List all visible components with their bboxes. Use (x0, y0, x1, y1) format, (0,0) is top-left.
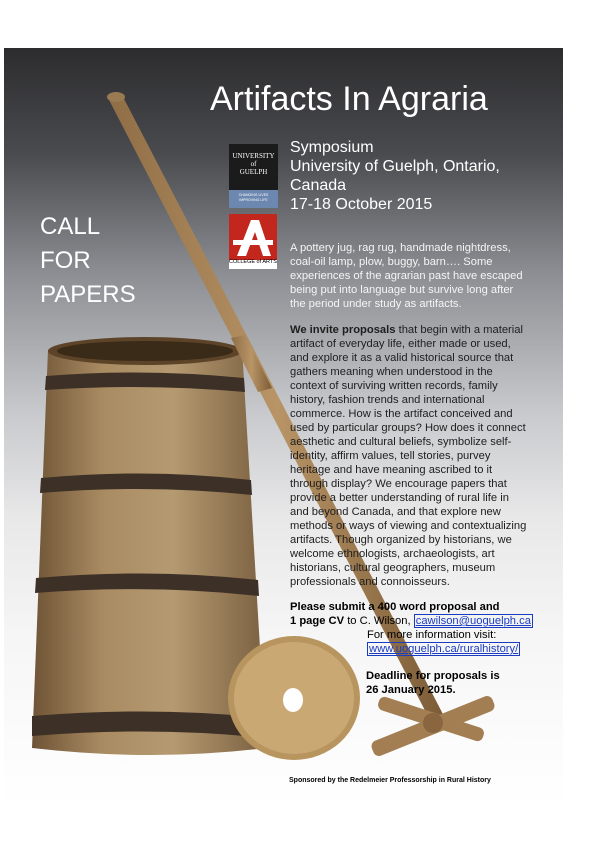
intro-line: the period under study as artifacts. (290, 298, 462, 310)
intro-paragraph (290, 241, 523, 311)
cfp-line: FOR (40, 247, 91, 274)
invite-line: methods or ways of viewing and contextualizing (290, 520, 527, 532)
invite-line: artifact of everyday life, either made or used, (290, 338, 511, 350)
website-link[interactable]: www.uoguelph.ca/ruralhistory/ (369, 643, 519, 655)
college-of-arts-emblem (229, 214, 277, 260)
invite-line: gathers meaning when understood in the (290, 366, 493, 378)
sponsor-credit: Sponsored by the Redelmeier Professorship in Rural History (289, 777, 491, 784)
submit-cv: 1 page CV (290, 615, 345, 627)
intro-line: being put into language but survive long after (290, 284, 514, 296)
invite-paragraph (290, 323, 526, 589)
invite-line: artifacts. Though organized by historians, we (290, 534, 512, 546)
invite-lead: We invite proposals (290, 324, 396, 336)
invite-line: used by particular groups? How does it connect (290, 422, 526, 434)
invite-line: and beyond Canada, and that explore new (290, 506, 501, 518)
submit-line: Please submit a 400 word proposal and (290, 601, 500, 613)
guelph-tagline-line: CHANGING LIVES (238, 193, 269, 197)
university-of-guelph-logo (229, 144, 278, 208)
website-line (290, 642, 533, 656)
invite-line: context of surviving written records, family (290, 380, 498, 392)
cfp-line: PAPERS (40, 281, 136, 308)
intro-line: experiences of the agrarian past have escaped (290, 270, 523, 282)
cfp-line: CALL (40, 213, 101, 240)
invite-line: professionals and connoisseurs. (290, 576, 450, 588)
symposium-venue: University of Guelph, Ontario, (290, 158, 500, 175)
submit-line (290, 614, 533, 628)
symposium-label: Symposium (290, 139, 374, 156)
invite-line: historians, cultural geographers, museum (290, 562, 496, 574)
guelph-line: of (250, 160, 257, 168)
submission-info (290, 600, 533, 656)
college-of-arts-logo (229, 214, 277, 269)
invite-line: history, fashion trends and international (290, 394, 485, 406)
invite-line: aesthetic and cultural beliefs, symbolize self- (290, 436, 512, 448)
poster-title: Artifacts In Agraria (210, 80, 488, 118)
invite-line: identity, affirm values, tell stories, purvey (290, 450, 491, 462)
guelph-wordmark (229, 152, 278, 176)
symposium-dates: 17-18 October 2015 (290, 196, 433, 213)
guelph-tagline (229, 190, 278, 208)
deadline-line: Deadline for proposals is (366, 670, 500, 682)
call-for-papers-heading (40, 210, 136, 312)
invite-line (290, 323, 526, 337)
invite-first-rest: that begin with a material (395, 324, 523, 336)
deadline-date: 26 January 2015. (366, 684, 456, 696)
intro-line: A pottery jug, rag rug, handmade nightdress, (290, 242, 511, 254)
submit-recipient: to C. Wilson, (344, 615, 414, 627)
college-of-arts-caption: COLLEGE of ARTS (229, 259, 277, 265)
email-link[interactable]: cawilson@uoguelph.ca (415, 615, 531, 627)
poster (4, 48, 563, 806)
deadline-notice (366, 669, 500, 697)
invite-line: heritage and have meaning ascribed to it (290, 464, 493, 476)
symposium-venue: Canada (290, 177, 347, 194)
invite-line: commerce. How is the artifact conceived and (290, 408, 513, 420)
symposium-info (290, 138, 500, 214)
guelph-line: UNIVERSITY (232, 152, 275, 160)
invite-line: and explore it as a valid historical source that (290, 352, 514, 364)
more-info-label: For more information visit: (367, 629, 497, 641)
intro-line: coal-oil lamp, plow, buggy, barn…. Some (290, 256, 493, 268)
guelph-tagline-line: IMPROVING LIFE (239, 198, 268, 202)
guelph-line: GUELPH (239, 168, 268, 176)
invite-line: provide a better understanding of rural life in (290, 492, 509, 504)
invite-line: welcome ethnologists, archaeologists, art (290, 548, 495, 560)
invite-line: through display? We encourage papers that (290, 478, 507, 490)
